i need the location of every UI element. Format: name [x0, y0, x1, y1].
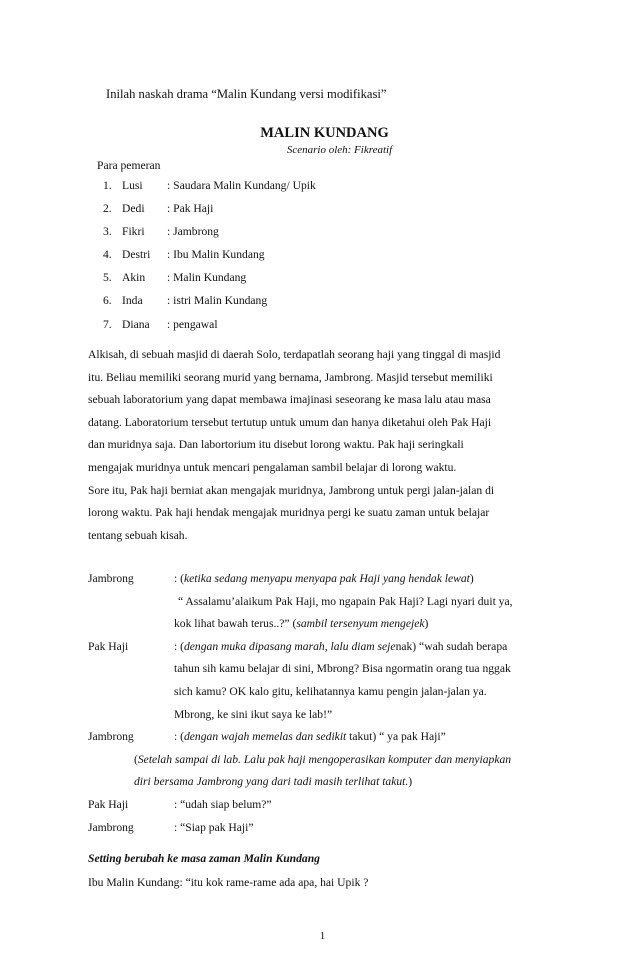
speaker-name: Jambrong	[88, 820, 134, 834]
cast-name: Lusi	[122, 179, 143, 192]
dialogue-text: : “Siap pak Haji”	[174, 820, 254, 834]
narrative-line: datang. Laboratorium tersebut tertutup untuk umum dan hanya diketahui oleh Pak Haji	[88, 415, 492, 429]
speaker-name: Jambrong	[88, 730, 134, 744]
dialogue-text: : (dengan muka dipasang marah, lalu diam sejenak) “wah sudah berapa	[174, 639, 508, 653]
script-subtitle: Scenario oleh: Fikreatif	[286, 144, 393, 156]
speaker-name: Pak Haji	[88, 639, 129, 653]
narrative-line: dan muridnya saja. Dan labortorium itu disebut lorong waktu. Pak haji seringkali	[88, 438, 464, 452]
cast-role: : istri Malin Kundang	[167, 294, 268, 308]
narrative-line: lorong waktu. Pak haji hendak mengajak muridnya pergi ke suatu zaman untuk belajar	[88, 506, 490, 520]
narrative-line: itu. Beliau memiliki seorang murid yang bernama, Jambrong. Masjid tersebut memiliki	[88, 370, 493, 384]
dialogue-text: Mbrong, ke sini ikut saya ke lab!”	[174, 707, 333, 721]
cast-role: : Ibu Malin Kundang	[167, 248, 265, 262]
cast-role: : Pak Haji	[167, 202, 214, 216]
narrative-line: mengajak muridnya untuk mencari pengalaman sambil belajar di lorong waktu.	[88, 460, 457, 474]
cast-name: Akin	[122, 271, 146, 285]
dialogue-text: : (dengan wajah memelas dan sedikit takut) “ ya pak Haji”	[174, 730, 446, 744]
cast-number: 7.	[103, 317, 112, 331]
dialogue-row	[88, 572, 568, 595]
stage-direction: dengan muka dipasang marah, lalu diam seje	[183, 639, 396, 653]
narrative-line: sebuah laboratorium yang dapat membawa imajinasi seseorang ke masa lalu atau masa	[88, 393, 491, 407]
dialogue-row	[88, 730, 568, 753]
dialogue-row	[88, 640, 568, 663]
stage-direction: dengan wajah memelas dan sedikit	[183, 730, 347, 744]
stage-direction: diri bersama Jambrong yang dari tadi masih terlihat takut.)	[134, 775, 413, 789]
stage-direction-row	[88, 753, 568, 776]
stage-direction: sambil tersenyum mengejek	[296, 617, 425, 631]
dialogue-row	[88, 798, 568, 821]
cast-role: : pengawal	[167, 317, 218, 331]
cast-role: : Malin Kundang	[167, 271, 247, 285]
dialogue-row	[88, 662, 568, 685]
dialogue-text: “ Assalamu’alaikum Pak Haji, mo ngapain Pak Haji? Lagi nyari duit ya,	[178, 594, 513, 608]
speaker-name: Pak Haji	[88, 797, 129, 811]
dialogue-row	[88, 685, 568, 708]
dialogue-block	[88, 572, 568, 843]
dialogue-text: kok lihat bawah terus..?” (sambil tersenyum mengejek)	[174, 617, 429, 631]
speaker-name: Jambrong	[88, 572, 134, 585]
dialogue-row	[88, 617, 568, 640]
dialogue-row	[88, 821, 568, 844]
narrative-line: tentang sebuah kisah.	[88, 528, 188, 542]
cast-number: 2.	[103, 202, 112, 216]
cast-name: Fikri	[122, 225, 145, 239]
dialogue-text: : (ketika sedang menyapu menyapa pak Haji yang hendak lewat)	[174, 572, 474, 585]
dialogue-text: tahun sih kamu belajar di sini, Mbrong? Bisa ngormatin orang tua nggak	[174, 662, 511, 676]
dialogue-text: sich kamu? OK kalo gitu, kelihatannya kamu pengin jalan-jalan ya.	[174, 684, 487, 698]
script-title: MALIN KUNDANG	[260, 125, 389, 141]
narrative-line: Alkisah, di sebuah masjid di daerah Solo, terdapatlah seorang haji yang tinggal di masjid	[88, 348, 501, 361]
cast-name: Inda	[122, 294, 143, 308]
cast-role: : Saudara Malin Kundang/ Upik	[167, 179, 316, 192]
cast-number: 6.	[103, 294, 112, 308]
stage-direction: (Setelah sampai di lab. Lalu pak haji mengoperasikan komputer dan menyiapkan	[134, 752, 512, 766]
narrative-paragraph	[88, 348, 558, 551]
stage-direction-row	[88, 775, 568, 798]
cast-number: 4.	[103, 248, 112, 262]
intro-line: Inilah naskah drama “Malin Kundang versi modifikasi”	[106, 87, 387, 101]
cast-heading: Para pemeran	[97, 159, 161, 172]
narrative-line: Sore itu, Pak haji berniat akan mengajak muridnya, Jambrong untuk pergi jalan-jalan di	[88, 483, 495, 497]
dialogue-line: Ibu Malin Kundang: “itu kok rame-rame ada apa, hai Upik ?	[88, 876, 369, 889]
cast-name: Destri	[122, 248, 151, 262]
cast-name: Dedi	[122, 202, 145, 216]
cast-name: Diana	[122, 317, 150, 331]
stage-direction: ketika sedang menyapu menyapa pak Haji yang hendak lewat	[183, 572, 470, 585]
cast-number: 1.	[103, 179, 112, 192]
page-number: 1	[319, 930, 326, 942]
dialogue-text: : “udah siap belum?”	[174, 797, 272, 811]
dialogue-row	[88, 708, 568, 731]
cast-number: 3.	[103, 225, 112, 239]
cast-role: : Jambrong	[167, 225, 219, 239]
dialogue-row	[88, 595, 568, 618]
setting-heading: Setting berubah ke masa zaman Malin Kundang	[88, 852, 320, 865]
cast-number: 5.	[103, 271, 112, 285]
